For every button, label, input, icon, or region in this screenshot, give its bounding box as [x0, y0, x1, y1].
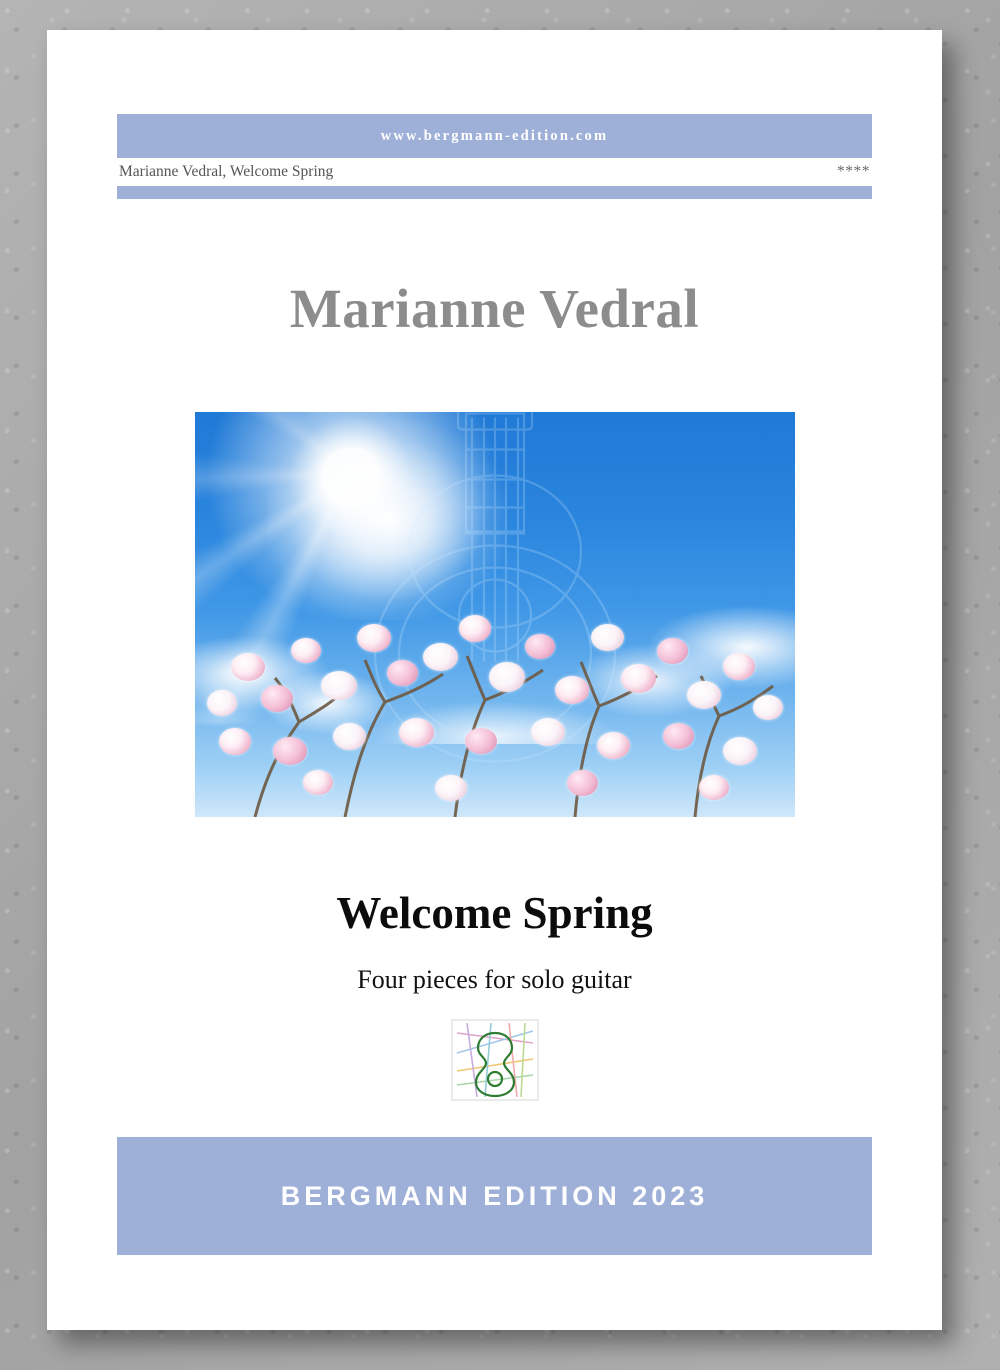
score-cover-page	[47, 30, 942, 1330]
header-rule-band	[117, 186, 872, 199]
website-url: www.bergmann-edition.com	[380, 127, 609, 144]
running-head-text: Marianne Vedral, Welcome Spring	[119, 163, 334, 180]
running-header	[117, 158, 872, 186]
website-band	[117, 114, 872, 158]
page-mark: ****	[837, 163, 870, 180]
cover-content	[117, 114, 872, 1279]
work-subtitle: Four pieces for solo guitar	[357, 965, 632, 994]
composer-name: Marianne Vedral	[289, 278, 700, 339]
publisher-label: BERGMANN EDITION 2023	[280, 1180, 709, 1211]
publisher-logo-icon	[451, 1019, 539, 1101]
work-title: Welcome Spring	[336, 888, 653, 938]
publisher-band	[117, 1137, 872, 1255]
magnolia-blossoms	[195, 582, 795, 817]
cover-illustration	[195, 412, 795, 817]
